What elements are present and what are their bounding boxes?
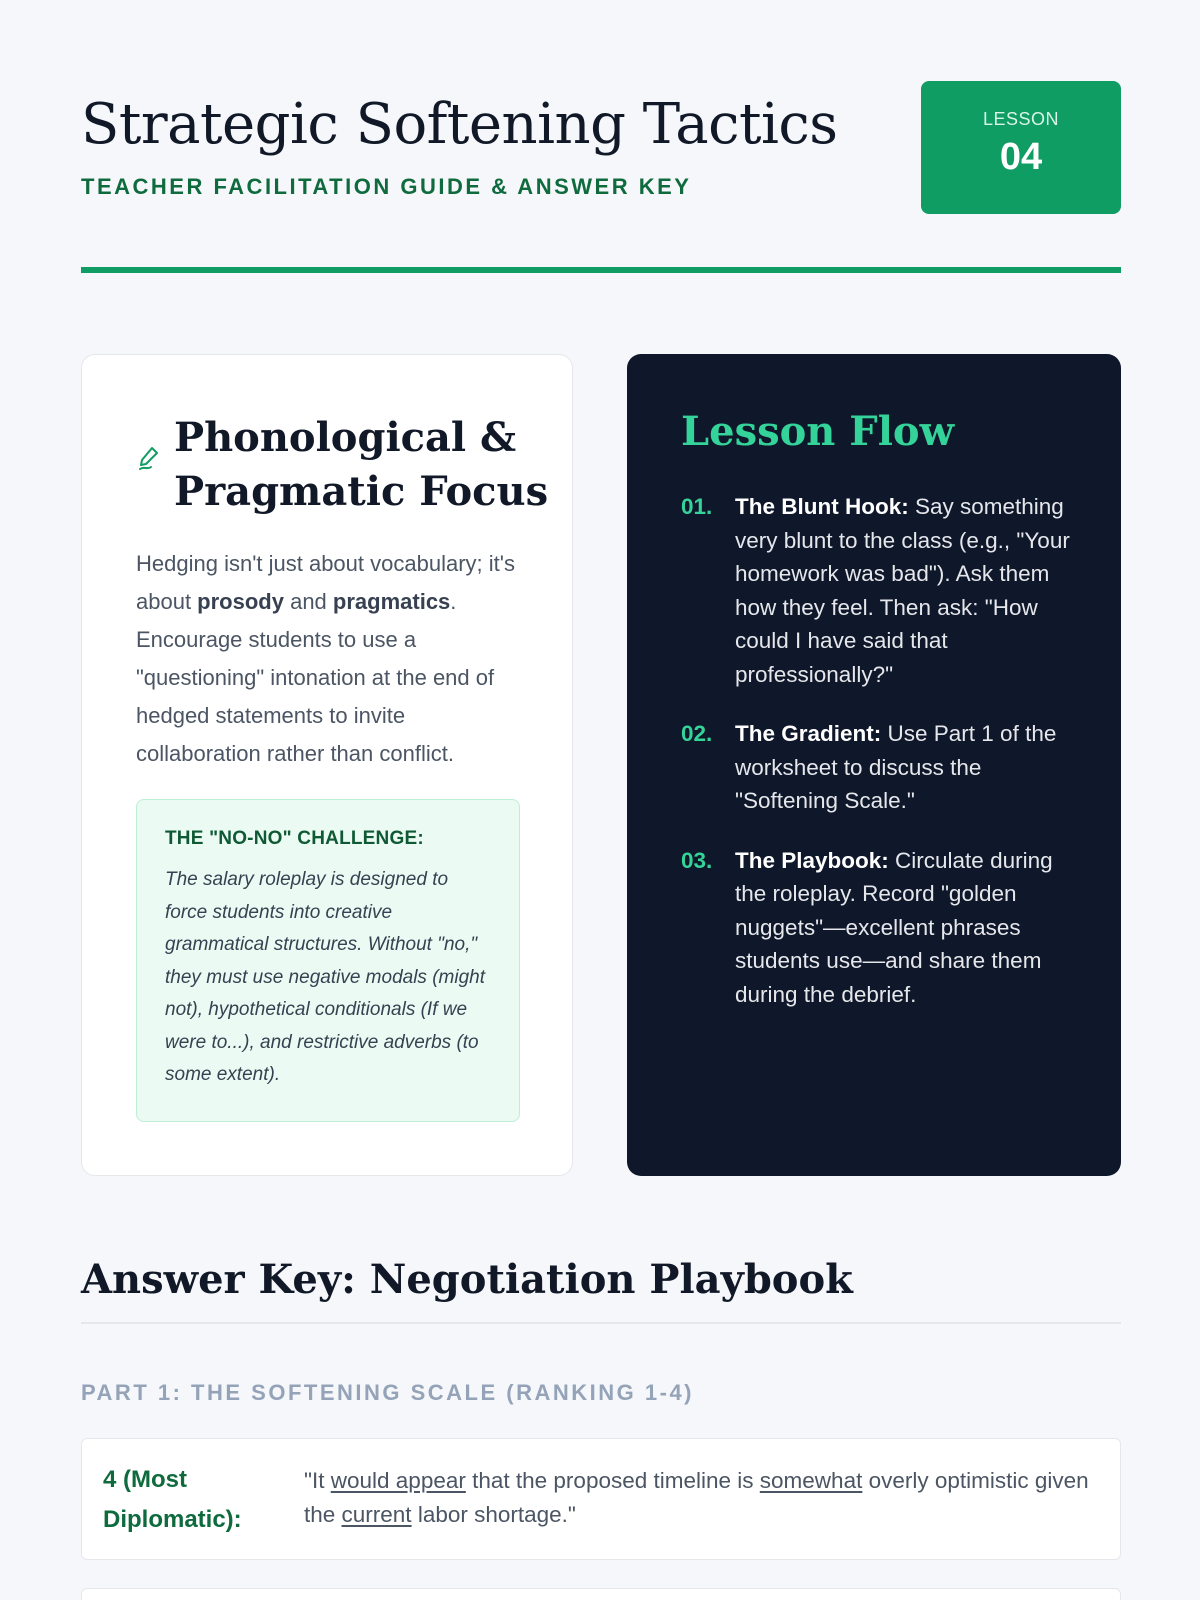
focus-title-line2: Pragmatic Focus bbox=[174, 468, 549, 515]
hedge-phrase: somewhat bbox=[759, 1468, 863, 1493]
quote-text: labor shortage." bbox=[411, 1502, 576, 1527]
lesson-flow-title: Lesson Flow bbox=[681, 408, 955, 455]
answer-rank: 4 (Most Diplomatic): bbox=[103, 1466, 242, 1533]
part1-label: PART 1: THE SOFTENING SCALE (RANKING 1-4) bbox=[81, 1380, 695, 1405]
quote-text: overly optimistic given the bbox=[304, 1468, 1089, 1527]
phonological-focus-card bbox=[81, 354, 573, 1176]
lesson-label: LESSON bbox=[982, 109, 1060, 129]
answer-row bbox=[81, 1588, 1121, 1600]
flow-step-number: 01. bbox=[681, 494, 713, 519]
focus-body-text: . Encourage students to use a "questioning" intonation at the end of hedged statements to invite collaboration rather than conflict. bbox=[136, 589, 495, 766]
flow-step bbox=[681, 490, 1081, 691]
flow-step-label: The Blunt Hook: bbox=[735, 494, 909, 519]
focus-title bbox=[174, 411, 548, 519]
quote-text: that the proposed timeline is bbox=[465, 1468, 760, 1493]
flow-step-text: Use Part 1 of the worksheet to discuss the "Softening Scale." bbox=[735, 721, 1057, 813]
flow-step-number: 03. bbox=[681, 847, 713, 873]
lesson-number: 04 bbox=[999, 136, 1043, 178]
lesson-flow-list bbox=[681, 490, 1081, 1037]
quote-text: "It bbox=[304, 1468, 331, 1493]
flow-step bbox=[681, 717, 1081, 818]
challenge-text: The salary roleplay is designed to force students into creative grammatical structures. Without "no," they must use negative modals (might not), hypothetical conditionals (If we were to...), and restrictive adverbs (to some extent). bbox=[165, 869, 485, 1085]
pen-icon bbox=[138, 445, 160, 478]
no-no-challenge-callout bbox=[136, 799, 520, 1122]
flow-step-number: 02. bbox=[681, 721, 713, 746]
page-subtitle: TEACHER FACILITATION GUIDE & ANSWER KEY bbox=[81, 174, 692, 199]
answer-quote bbox=[304, 1464, 1094, 1532]
focus-term-prosody: prosody bbox=[197, 589, 284, 614]
hedge-phrase: current bbox=[341, 1502, 412, 1527]
focus-term-pragmatics: pragmatics bbox=[332, 589, 451, 614]
flow-step-text: Circulate during the roleplay. Record "golden nuggets"—excellent phrases students use—and share them during the debrief. bbox=[735, 847, 1053, 1007]
flow-step-label: The Gradient: bbox=[735, 721, 882, 746]
focus-body-text: and bbox=[283, 589, 333, 614]
focus-body bbox=[136, 545, 528, 773]
header-divider bbox=[81, 267, 1121, 273]
focus-title-line1: Phonological & bbox=[174, 414, 517, 461]
focus-body-text: Hedging isn't just about vocabulary; it's about bbox=[136, 551, 515, 614]
hedge-phrase: would appear bbox=[330, 1468, 466, 1493]
page-title: Strategic Softening Tactics bbox=[81, 92, 838, 157]
flow-step-label: The Playbook: bbox=[735, 847, 889, 873]
lesson-badge bbox=[921, 81, 1121, 214]
page-header bbox=[81, 80, 1121, 214]
answer-row bbox=[81, 1438, 1121, 1560]
answer-key-divider bbox=[81, 1322, 1121, 1324]
lesson-flow-card bbox=[627, 354, 1121, 1176]
challenge-title: THE "NO-NO" CHALLENGE: bbox=[165, 828, 424, 849]
flow-step bbox=[681, 844, 1081, 1012]
answer-key-title: Answer Key: Negotiation Playbook bbox=[81, 1256, 853, 1303]
flow-step-text: Say something very blunt to the class (e.g., "Your homework was bad"). Ask them how they feel. Then ask: "How could I have said that professionally?" bbox=[735, 494, 1070, 687]
